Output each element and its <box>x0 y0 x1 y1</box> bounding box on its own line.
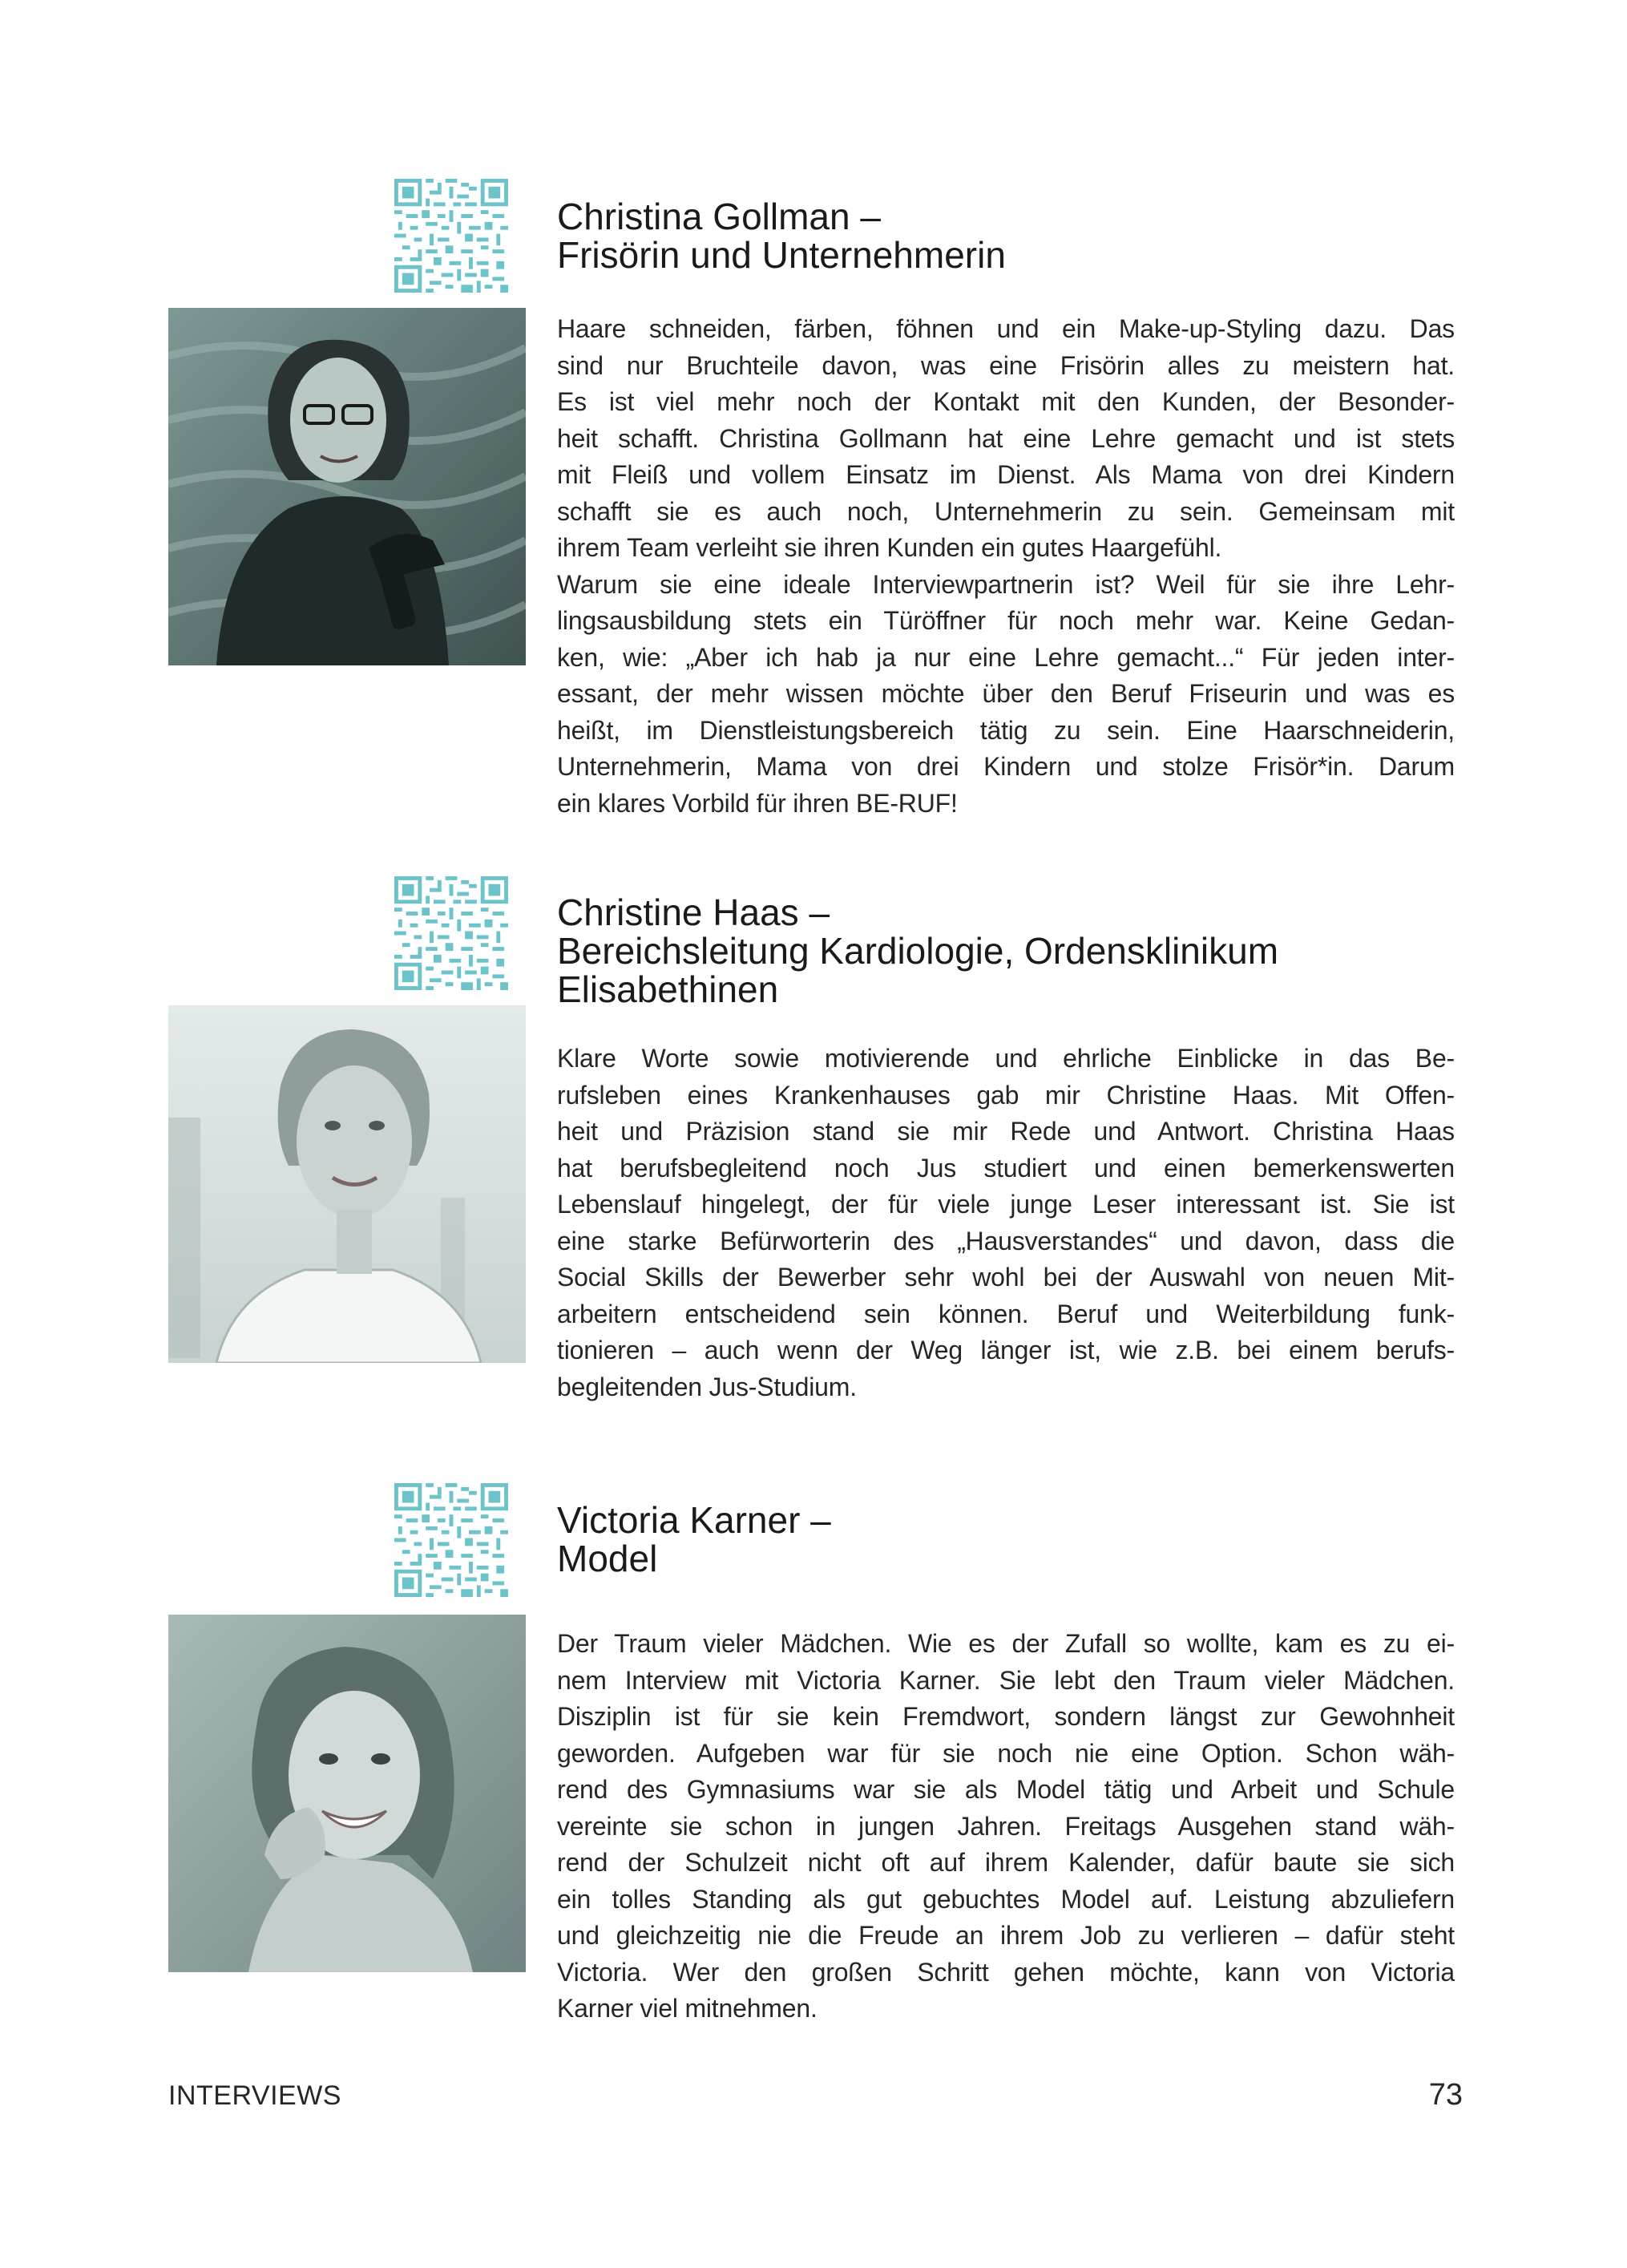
body-text-line: ein tolles Standing als gut gebuchtes Model auf. Leistung abzuliefern <box>557 1884 1455 1914</box>
body-text-line: Disziplin ist für sie kein Fremdwort, sondern längst zur Gewohnheit <box>557 1702 1455 1731</box>
profile-name: Christine Haas – <box>557 891 830 933</box>
body-text-line: und gleichzeitig nie die Freude an ihrem Job zu verlieren – dafür steht <box>557 1921 1455 1950</box>
portrait-photo <box>168 308 526 665</box>
profile-heading <box>557 1501 1479 1578</box>
body-text-line: rufsleben eines Krankenhauses gab mir Christine Haas. Mit Offen- <box>557 1080 1455 1110</box>
page-number: 73 <box>1428 2078 1463 2112</box>
body-text-line: arbeitern entscheidend sein können. Beruf und Weiterbildung funk- <box>557 1299 1455 1328</box>
body-text-line: mit Fleiß und vollem Einsatz im Dienst. Als Mama von drei Kindern <box>557 460 1455 489</box>
body-text-line: sind nur Bruchteile davon, was eine Frisörin alles zu meistern hat. <box>557 350 1455 380</box>
profile-role: Frisörin und Unternehmerin <box>557 234 1006 276</box>
portrait-photo <box>168 1005 526 1363</box>
profile-heading <box>557 197 1479 274</box>
body-text-line: Victoria. Wer den großen Schritt gehen möchte, kann von Victoria <box>557 1957 1455 1987</box>
body-text-line: heit und Präzision stand sie mir Rede und Antwort. Christina Haas <box>557 1117 1455 1146</box>
qr-code <box>394 876 508 990</box>
profile-body <box>557 311 1455 822</box>
profile-body <box>557 1626 1455 2027</box>
body-text-line: rend des Gymnasiums war sie als Model tätig und Arbeit und Schule <box>557 1775 1455 1804</box>
body-text-line: tionieren – auch wenn der Weg länger ist, wie z.B. bei einem berufs- <box>557 1336 1455 1364</box>
body-text-line: Unternehmerin, Mama von drei Kindern und stolze Frisör*in. Darum <box>557 752 1455 781</box>
body-text-line: heißt, im Dienstleistungsbereich tätig zu sein. Eine Haarschneiderin, <box>557 715 1455 745</box>
body-text-line: nem Interview mit Victoria Karner. Sie lebt den Traum vieler Mädchen. <box>557 1665 1455 1695</box>
body-text-line: Karner viel mitnehmen. <box>557 1994 818 2023</box>
body-text-line: ihrem Team verleiht sie ihren Kunden ein gutes Haargefühl. <box>557 533 1222 562</box>
profile-name: Christina Gollman – <box>557 196 881 237</box>
body-text-line: Social Skills der Bewerber sehr wohl bei der Auswahl von neuen Mit- <box>557 1263 1455 1292</box>
profile-body <box>557 1041 1455 1405</box>
portrait-photo <box>168 1615 526 1972</box>
body-text-line: schafft sie es auch noch, Unternehmerin zu sein. Gemeinsam mit <box>557 496 1455 526</box>
profile-role: Elisabethinen <box>557 968 779 1010</box>
body-text-line: ken, wie: „Aber ich hab ja nur eine Lehre gemacht...“ Für jeden inter- <box>557 642 1455 672</box>
profile-heading <box>557 893 1479 1009</box>
body-text-line: Der Traum vieler Mädchen. Wie es der Zufall so wollte, kam es zu ei- <box>557 1629 1455 1658</box>
body-text-line: hat berufsbegleitend noch Jus studiert und einen bemerkenswerten <box>557 1153 1455 1183</box>
body-text-line: lingsausbildung stets ein Türöffner für noch mehr war. Keine Gedan- <box>557 606 1455 635</box>
qr-code-icon <box>394 876 508 990</box>
body-text-line: vereinte sie schon in jungen Jahren. Freitags Ausgehen stand wäh- <box>557 1811 1455 1841</box>
qr-code-icon <box>394 1483 508 1597</box>
footer-section-label: INTERVIEWS <box>168 2080 341 2111</box>
body-text-line: eine starke Befürworterin des „Hausverstandes“ und davon, dass die <box>557 1226 1455 1255</box>
profile-role: Bereichsleitung Kardiologie, Ordensklinikum <box>557 930 1279 972</box>
portrait-christina-gollman <box>168 308 526 665</box>
body-text-line: ein klares Vorbild für ihren BE-RUF! <box>557 788 958 818</box>
body-text-line: Es ist viel mehr noch der Kontakt mit den Kunden, der Besonder- <box>557 387 1455 416</box>
body-text-line: Haare schneiden, färben, föhnen und ein Make-up-Styling dazu. Das <box>557 314 1455 343</box>
body-text-line: Lebenslauf hingelegt, der für viele junge Leser interessant ist. Sie ist <box>557 1190 1455 1219</box>
body-text-line: geworden. Aufgeben war für sie noch nie eine Option. Schon wäh- <box>557 1738 1455 1768</box>
portrait-victoria-karner <box>168 1615 526 1972</box>
body-text-line: heit schafft. Christina Gollmann hat eine Lehre gemacht und ist stets <box>557 423 1455 453</box>
body-text-line: begleitenden Jus-Studium. <box>557 1372 857 1401</box>
qr-code <box>394 1483 508 1597</box>
qr-code <box>394 179 508 293</box>
body-text-line: Klare Worte sowie motivierende und ehrliche Einblicke in das Be- <box>557 1044 1455 1073</box>
qr-code-icon <box>394 179 508 293</box>
body-text-line: Warum sie eine ideale Interviewpartnerin ist? Weil für sie ihre Lehr- <box>557 569 1455 599</box>
profile-name: Victoria Karner – <box>557 1499 831 1541</box>
body-text-line: rend der Schulzeit nicht oft auf ihrem Kalender, dafür baute sie sich <box>557 1848 1455 1877</box>
body-text-line: essant, der mehr wissen möchte über den Beruf Friseurin und was es <box>557 679 1455 708</box>
profile-role: Model <box>557 1538 658 1579</box>
portrait-christine-haas <box>168 1005 526 1363</box>
